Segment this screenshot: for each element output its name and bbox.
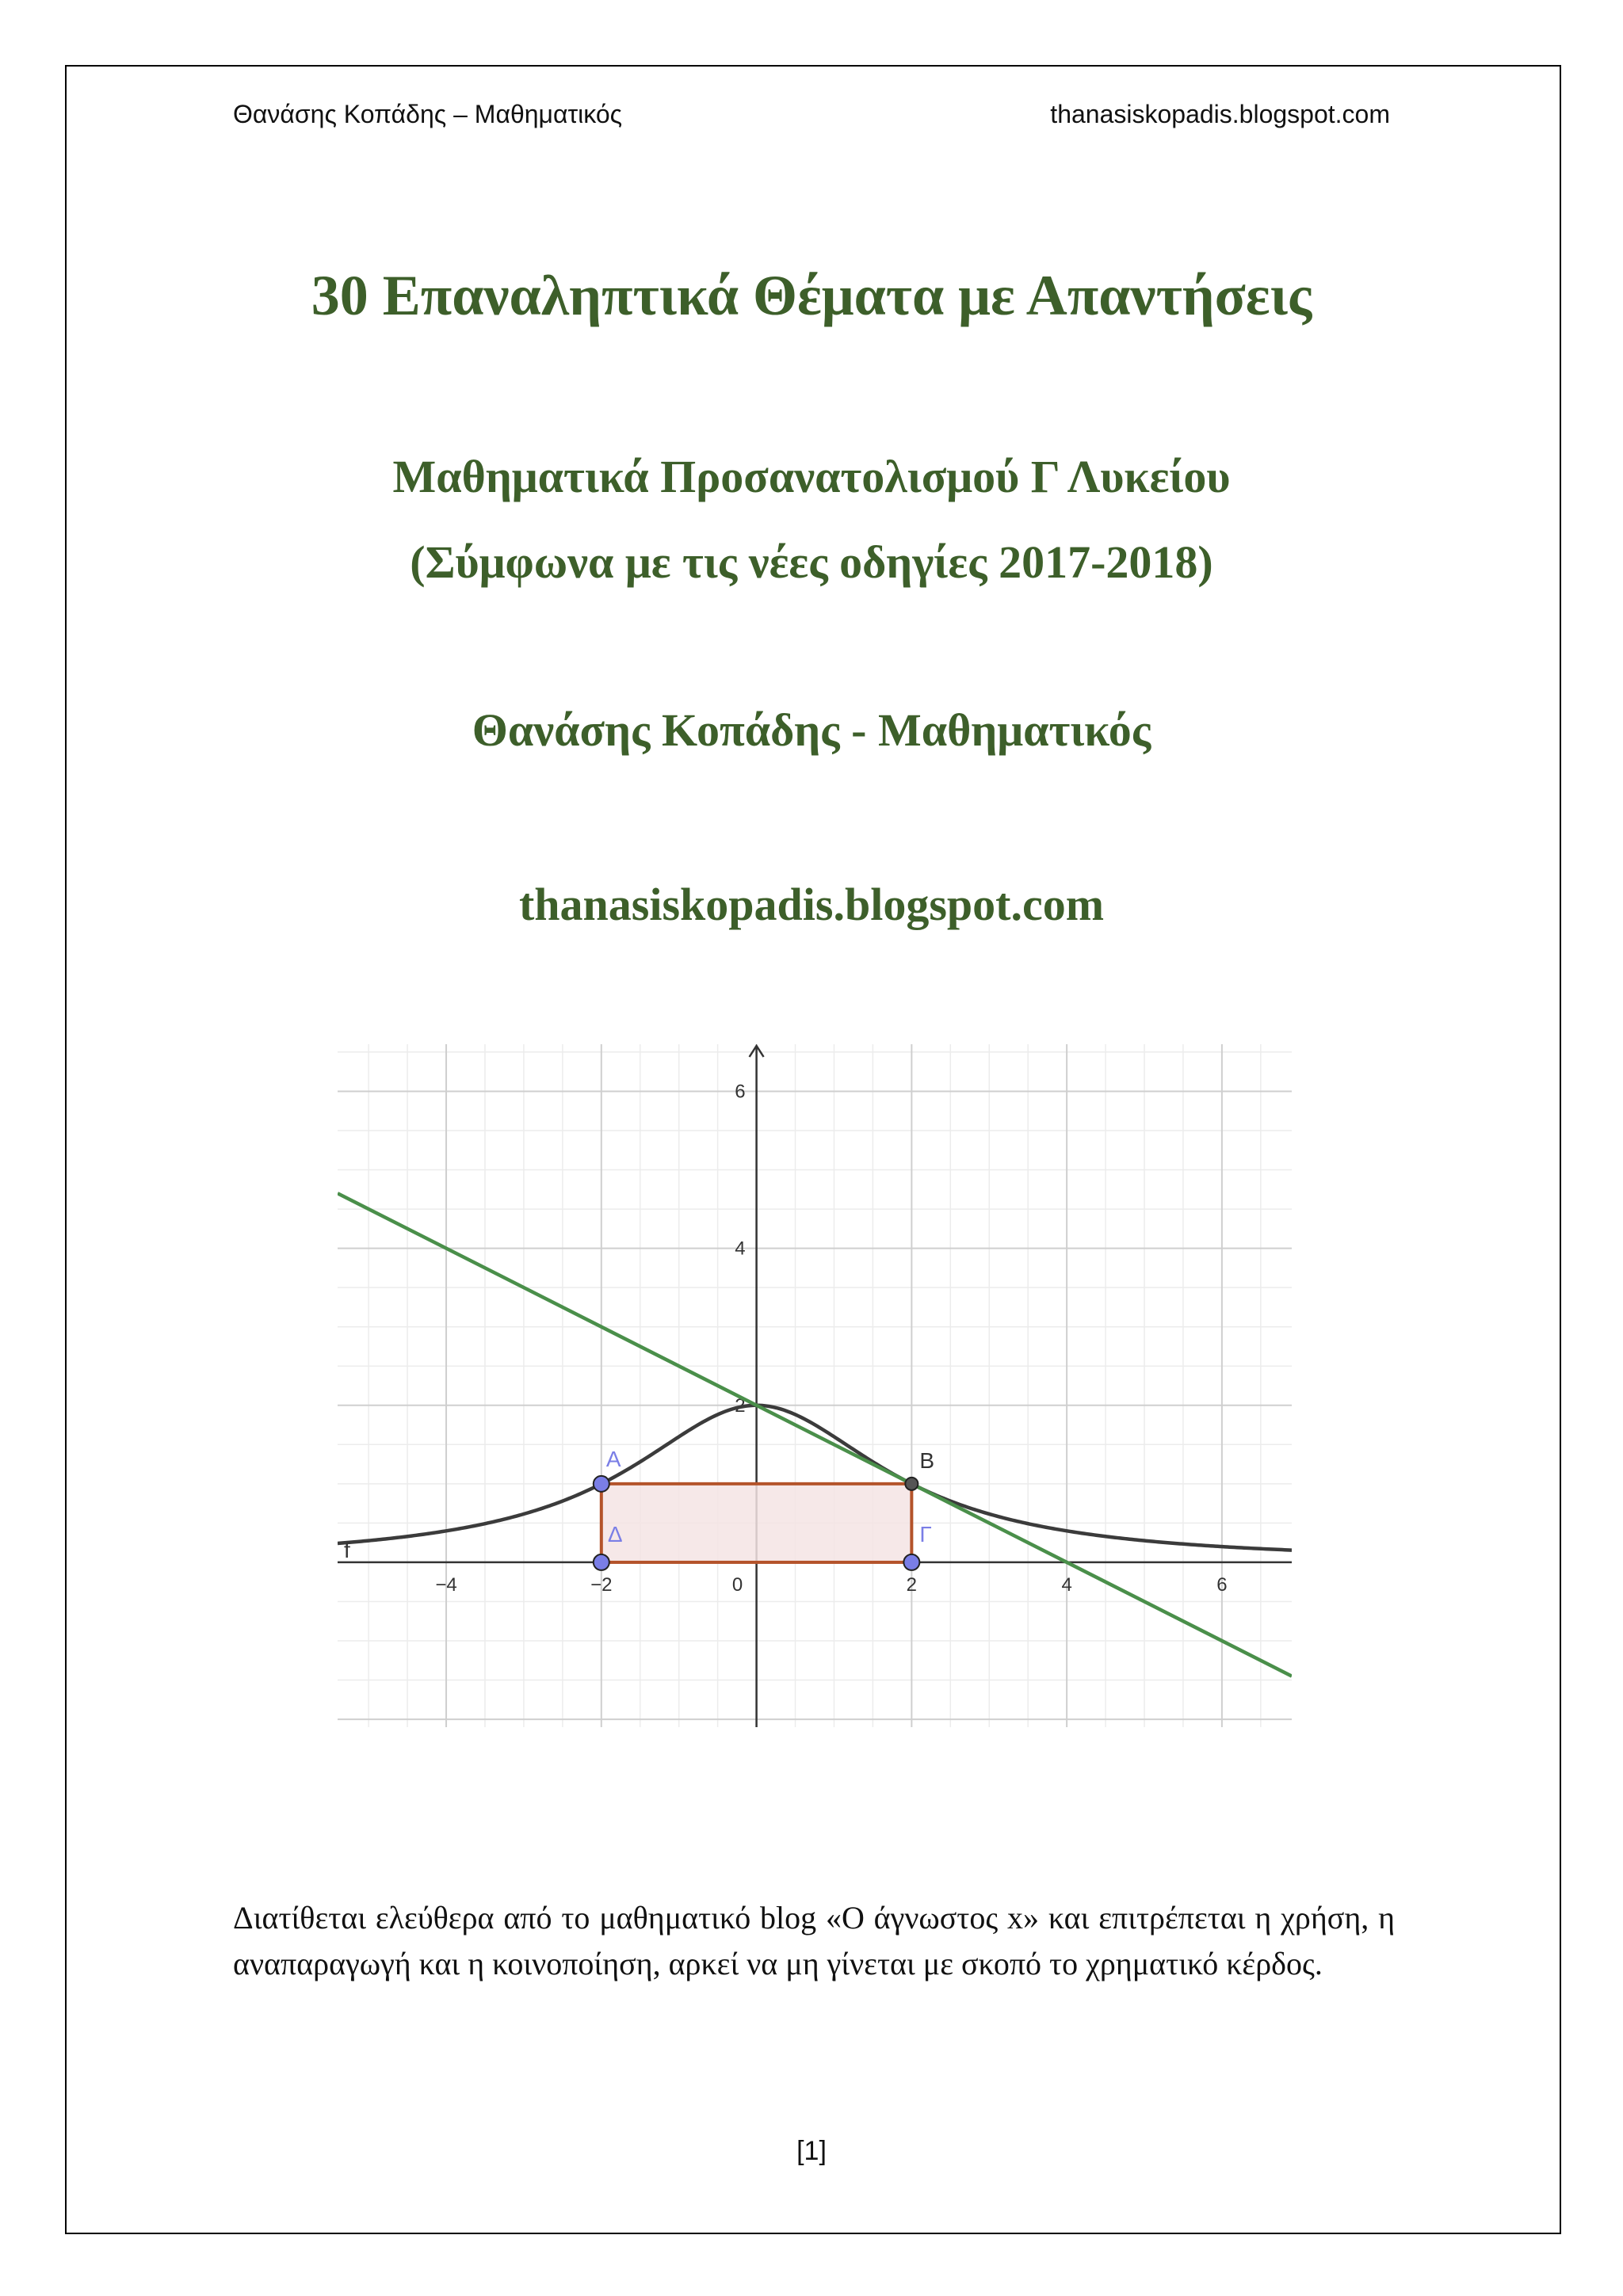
point-label-Δ: Δ: [607, 1521, 623, 1547]
grid-minor: [338, 1044, 1292, 1727]
point-Γ: [903, 1554, 919, 1570]
footer-note: Διατίθεται ελεύθερα από το μαθηματικό blog «Ο άγνωστος x» και επιτρέπεται η χρήση, η αναπαραγωγή και η κοινοποίηση, αρκεί να μη γίνεται με σκοπό το χρηματικό κέρδος.: [233, 1900, 1395, 1981]
point-Α: [594, 1476, 609, 1492]
axes: [338, 1046, 1292, 1727]
graph-svg: [338, 1044, 1292, 1727]
tangent-line: [338, 1193, 1292, 1676]
x-tick-label: 2: [906, 1573, 918, 1596]
x-tick-label: 4: [1061, 1573, 1072, 1596]
header-author: Θανάσης Κοπάδης – Μαθηματικός: [233, 100, 623, 128]
x-tick-label: 0: [731, 1573, 743, 1596]
point-label-Β: Β: [919, 1447, 935, 1473]
point-Β: [905, 1478, 918, 1490]
page-number: [1]: [796, 2136, 827, 2166]
point-Δ: [594, 1554, 609, 1570]
cover-title: 30 Επαναληπτικά Θέματα με Απαντήσεις: [311, 264, 1312, 327]
cover-edition: (Σύμφωνα με τις νέες οδηγίες 2017-2018): [410, 536, 1213, 588]
point-label-Γ: Γ: [919, 1521, 932, 1547]
cover-subject: Μαθηματικά Προσανατολισμού Γ Λυκείου: [392, 451, 1231, 502]
cover-site: thanasiskopadis.blogspot.com: [518, 879, 1105, 930]
x-tick-label: −2: [590, 1573, 613, 1596]
x-tick-label: −4: [435, 1573, 457, 1596]
y-tick-label: 2: [735, 1394, 746, 1417]
y-tick-label: 6: [735, 1081, 746, 1103]
graph-shapes: [338, 1193, 1292, 1676]
curve-label-f: f: [344, 1537, 350, 1562]
x-tick-label: 6: [1216, 1573, 1228, 1596]
grid-major: [338, 1044, 1292, 1727]
point-label-Α: Α: [605, 1446, 621, 1471]
rectangle-abgd: [601, 1484, 912, 1562]
cover-author: Θανάσης Κοπάδης - Μαθηματικός: [472, 704, 1151, 756]
function-graph: [338, 1044, 1292, 1727]
header-site: thanasiskopadis.blogspot.com: [1050, 100, 1390, 128]
y-tick-label: 4: [735, 1238, 746, 1260]
